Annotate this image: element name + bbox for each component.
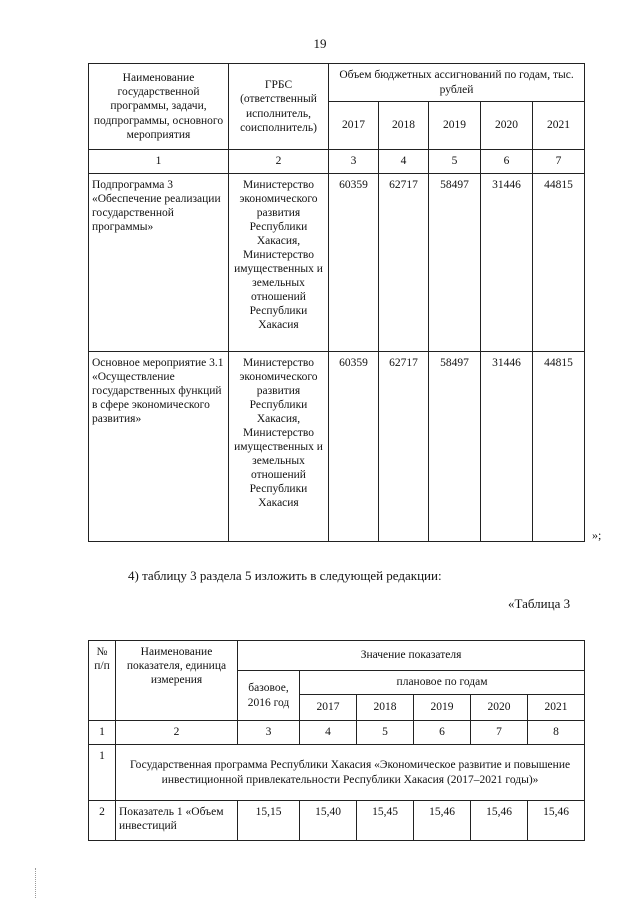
t2-program-title: Государственная программа Республики Хакасия «Экономическое развитие и повышение инвестиционной привлекательности Республики Хакасия (2017–2021 годы)»: [116, 745, 585, 801]
table-row: [89, 174, 585, 352]
t1-year: 2019: [429, 102, 481, 150]
t2-year: 2021: [528, 695, 585, 721]
t2-year: 2020: [471, 695, 528, 721]
t2-col-number: 5: [357, 721, 414, 745]
t2-indicator-value: 15,46: [471, 801, 528, 841]
t2-year: 2018: [357, 695, 414, 721]
t1-row-value: 60359: [329, 174, 379, 352]
t1-col-number: 5: [429, 150, 481, 174]
margin-marks: [35, 868, 38, 898]
t1-header-grbs: ГРБС (ответственный исполнитель, соисполнитель): [229, 64, 329, 150]
instruction-paragraph: 4) таблицу 3 раздела 5 изложить в следующей редакции:: [128, 568, 442, 583]
table-label: «Таблица 3: [508, 596, 571, 611]
t2-indicator-name: Показатель 1 «Объем инвестиций: [116, 801, 238, 841]
t1-year: 2017: [329, 102, 379, 150]
t1-row-name: Подпрограмма 3 «Обеспечение реализации государственной программы»: [89, 174, 229, 352]
t2-col-number: 1: [89, 721, 116, 745]
t1-row-grbs: Министерство экономического развития Республики Хакасия, Министерство имущественных и земельных отношений Республики Хакасия: [229, 352, 329, 542]
table-row: [89, 745, 585, 801]
t1-row-value: 62717: [379, 174, 429, 352]
t1-col-number: 7: [533, 150, 585, 174]
t1-row-value: 31446: [481, 174, 533, 352]
t1-col-number: 6: [481, 150, 533, 174]
t2-header-value: Значение показателя: [238, 641, 585, 671]
t1-year: 2020: [481, 102, 533, 150]
t1-row-value: 44815: [533, 174, 585, 352]
t1-row-value: 44815: [533, 352, 585, 542]
t2-header-num: № п/п: [89, 641, 116, 721]
t2-col-number: 7: [471, 721, 528, 745]
page-number: 19: [313, 36, 327, 51]
indicator-table: [88, 640, 585, 841]
t2-header-planned: плановое по годам: [300, 671, 585, 695]
t2-program-num: 1: [89, 745, 116, 801]
t1-row-value: 31446: [481, 352, 533, 542]
t2-year: 2017: [300, 695, 357, 721]
t1-row-value: 58497: [429, 352, 481, 542]
t2-col-number: 8: [528, 721, 585, 745]
t2-col-number: 4: [300, 721, 357, 745]
t1-col-number: 3: [329, 150, 379, 174]
t2-indicator-value: 15,15: [238, 801, 300, 841]
t2-indicator-value: 15,46: [528, 801, 585, 841]
t2-header-base: базовое, 2016 год: [238, 671, 300, 721]
t1-row-grbs: Министерство экономического развития Республики Хакасия, Министерство имущественных и земельных отношений Республики Хакасия: [229, 174, 329, 352]
t1-col-number: 4: [379, 150, 429, 174]
table-row: [89, 352, 585, 542]
table-row: [89, 801, 585, 841]
t1-row-value: 62717: [379, 352, 429, 542]
t1-year: 2021: [533, 102, 585, 150]
t2-year: 2019: [414, 695, 471, 721]
t1-row-value: 58497: [429, 174, 481, 352]
t2-header-name: Наименование показателя, единица измерения: [116, 641, 238, 721]
t2-col-number: 2: [116, 721, 238, 745]
t1-header-budget: Объем бюджетных ассигнований по годам, тыс. рублей: [329, 64, 585, 102]
t1-row-value: 60359: [329, 352, 379, 542]
t2-col-number: 3: [238, 721, 300, 745]
t2-indicator-value: 15,40: [300, 801, 357, 841]
t1-year: 2018: [379, 102, 429, 150]
closing-quote: »;: [592, 528, 602, 542]
budget-table: [88, 63, 585, 542]
t1-row-name: Основное мероприятие 3.1 «Осуществление государственных функций в сфере экономического развития»: [89, 352, 229, 542]
t2-indicator-value: 15,46: [414, 801, 471, 841]
t1-header-name: Наименование государственной программы, задачи, подпрограммы, основного мероприятия: [89, 64, 229, 150]
t1-col-number: 1: [89, 150, 229, 174]
t2-indicator-value: 15,45: [357, 801, 414, 841]
t1-col-number: 2: [229, 150, 329, 174]
t2-indicator-num: 2: [89, 801, 116, 841]
t2-col-number: 6: [414, 721, 471, 745]
